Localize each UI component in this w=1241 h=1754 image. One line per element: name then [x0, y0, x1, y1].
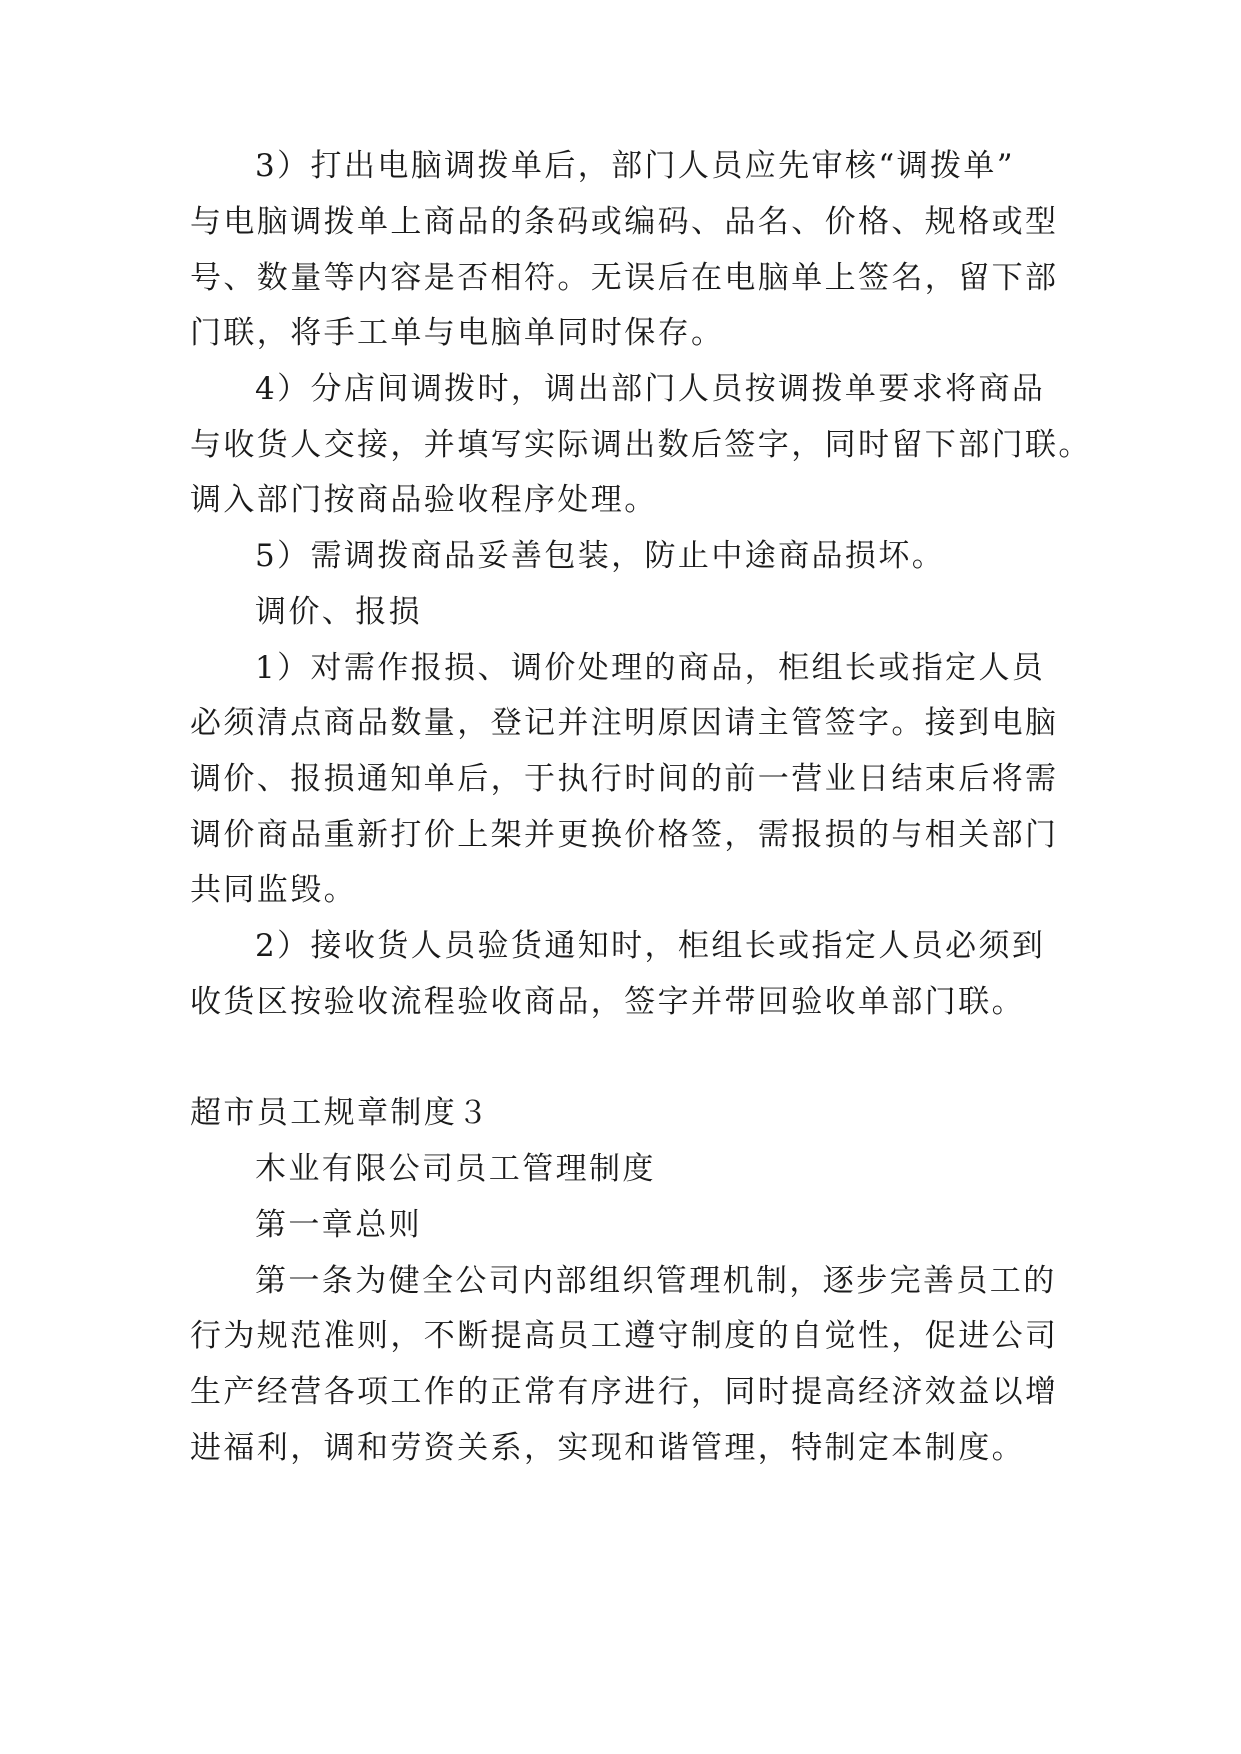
paragraph-line: 与收货人交接，并填写实际调出数后签字，同时留下部门联。	[190, 427, 1092, 463]
paragraph-line: 1）对需作报损、调价处理的商品，柜组长或指定人员	[255, 650, 1046, 686]
paragraph-line: 调价商品重新打价上架并更换价格签，需报损的与相关部门	[190, 817, 1059, 853]
paragraph-line: 调价、报损通知单后，于执行时间的前一营业日结束后将需	[190, 761, 1059, 797]
document-title: 木业有限公司员工管理制度	[255, 1151, 656, 1187]
paragraph-line: 2）接收货人员验货通知时，柜组长或指定人员必须到	[255, 928, 1046, 964]
paragraph-line: 号、数量等内容是否相符。无误后在电脑单上签名，留下部	[190, 260, 1059, 296]
paragraph-line: 第一条为健全公司内部组织管理机制，逐步完善员工的	[255, 1263, 1057, 1299]
paragraph-line: 行为规范准则，不断提高员工遵守制度的自觉性，促进公司	[190, 1318, 1059, 1354]
paragraph-line: 进福利，调和劳资关系，实现和谐管理，特制定本制度。	[190, 1430, 1025, 1466]
paragraph-line: 共同监毁。	[190, 872, 357, 908]
paragraph-line: 调入部门按商品验收程序处理。	[190, 482, 658, 518]
paragraph-line: 3）打出电脑调拨单后，部门人员应先审核“调拨单”	[255, 148, 1016, 184]
paragraph-line: 必须清点商品数量，登记并注明原因请主管签字。接到电脑	[190, 705, 1059, 741]
paragraph-line: 收货区按验收流程验收商品，签字并带回验收单部门联。	[190, 984, 1025, 1020]
paragraph-line: 生产经营各项工作的正常有序进行，同时提高经济效益以增	[190, 1374, 1059, 1410]
section-title: 超市员工规章制度３	[190, 1095, 491, 1131]
paragraph-line: 4）分店间调拨时，调出部门人员按调拨单要求将商品	[255, 371, 1046, 407]
chapter-heading: 第一章总则	[255, 1207, 422, 1243]
paragraph-line: 与电脑调拨单上商品的条码或编码、品名、价格、规格或型	[190, 204, 1059, 240]
subheading: 调价、报损	[255, 594, 422, 630]
paragraph-line: 5）需调拨商品妥善包装，防止中途商品损坏。	[255, 538, 946, 574]
paragraph-line: 门联，将手工单与电脑单同时保存。	[190, 315, 725, 351]
